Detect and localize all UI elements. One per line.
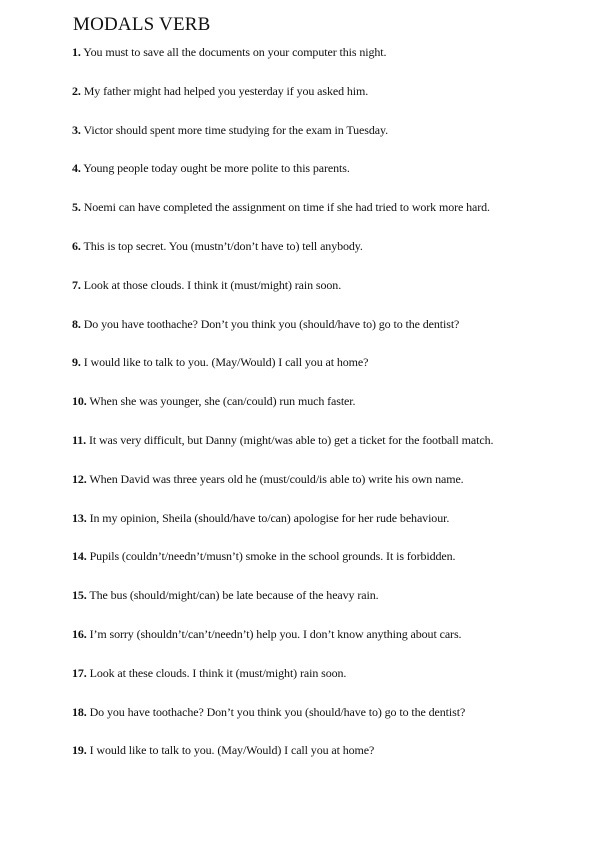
exercise-number: 7.: [72, 277, 81, 292]
exercise-sentence: I would like to talk to you. (May/Would) I call you at home?: [80, 355, 369, 370]
exercise-number: 11.: [72, 432, 87, 447]
exercise-sentence: Look at these clouds. I think it (must/might) rain soon.: [86, 665, 347, 680]
page-title: MODALS VERB: [73, 14, 211, 35]
exercise-item: [72, 587, 582, 626]
exercise-item: [72, 432, 582, 471]
exercise-item: [72, 122, 582, 161]
exercise-number: 17.: [72, 665, 87, 680]
exercise-sentence: Noemi can have completed the assignment on time if she had tried to work more hard.: [80, 200, 490, 215]
exercise-sentence: Pupils (couldn’t/needn’t/musn’t) smoke in the school grounds. It is forbidden.: [86, 549, 456, 564]
exercise-number: 3.: [72, 122, 81, 137]
exercise-item: [72, 238, 582, 277]
exercise-sentence: Young people today ought be more polite to this parents.: [80, 161, 350, 176]
exercise-item: [72, 742, 582, 781]
exercise-number: 9.: [72, 355, 81, 370]
exercise-number: 15.: [72, 588, 87, 603]
exercise-item: [72, 83, 582, 122]
exercise-item: [72, 277, 582, 316]
exercise-number: 4.: [72, 161, 81, 176]
exercise-sentence: Victor should spent more time studying for the exam in Tuesday.: [80, 122, 388, 137]
exercise-number: 1.: [72, 45, 81, 59]
exercise-number: 10.: [72, 394, 87, 409]
exercise-item: [72, 665, 582, 704]
exercise-sentence: Do you have toothache? Don’t you think you (should/have to) go to the dentist?: [86, 704, 466, 719]
exercise-item: [72, 44, 582, 83]
exercise-item: [72, 548, 582, 587]
exercise-sentence: It was very difficult, but Danny (might/was able to) get a ticket for the football match.: [86, 432, 494, 447]
exercise-sentence: I’m sorry (shouldn’t/can’t/needn’t) help you. I don’t know anything about cars.: [86, 626, 462, 641]
exercise-sentence: Do you have toothache? Don’t you think you (should/have to) go to the dentist?: [80, 316, 460, 331]
exercise-sentence: I would like to talk to you. (May/Would) I call you at home?: [86, 743, 375, 758]
exercise-number: 5.: [72, 200, 81, 215]
exercise-sentence: This is top secret. You (mustn’t/don’t have to) tell anybody.: [80, 238, 363, 253]
exercise-sentence: When David was three years old he (must/could/is able to) write his own name.: [86, 471, 464, 486]
exercise-number: 8.: [72, 316, 81, 331]
exercise-item: [72, 160, 582, 199]
exercise-sentence: Look at those clouds. I think it (must/might) rain soon.: [80, 277, 342, 292]
exercise-number: 19.: [72, 743, 87, 758]
exercise-item: [72, 393, 582, 432]
exercise-item: [72, 316, 582, 355]
exercise-sentence: In my opinion, Sheila (should/have to/can) apologise for her rude behaviour.: [86, 510, 450, 525]
exercise-number: 6.: [72, 238, 81, 253]
exercise-number: 12.: [72, 471, 87, 486]
exercise-item: [72, 199, 582, 238]
exercise-number: 16.: [72, 626, 87, 641]
exercise-number: 18.: [72, 704, 87, 719]
exercise-sentence: My father might had helped you yesterday if you asked him.: [80, 83, 369, 98]
exercise-item: [72, 626, 582, 665]
exercise-item: [72, 510, 582, 549]
exercise-number: 2.: [72, 83, 81, 98]
exercise-sentence: When she was younger, she (can/could) run much faster.: [86, 394, 356, 409]
exercise-number: 14.: [72, 549, 87, 564]
exercise-list: [72, 44, 582, 781]
exercise-item: [72, 704, 582, 743]
exercise-sentence: You must to save all the documents on your computer this night.: [80, 45, 387, 59]
exercise-item: [72, 471, 582, 510]
exercise-number: 13.: [72, 510, 87, 525]
exercise-item: [72, 354, 582, 393]
exercise-sentence: The bus (should/might/can) be late because of the heavy rain.: [86, 588, 379, 603]
